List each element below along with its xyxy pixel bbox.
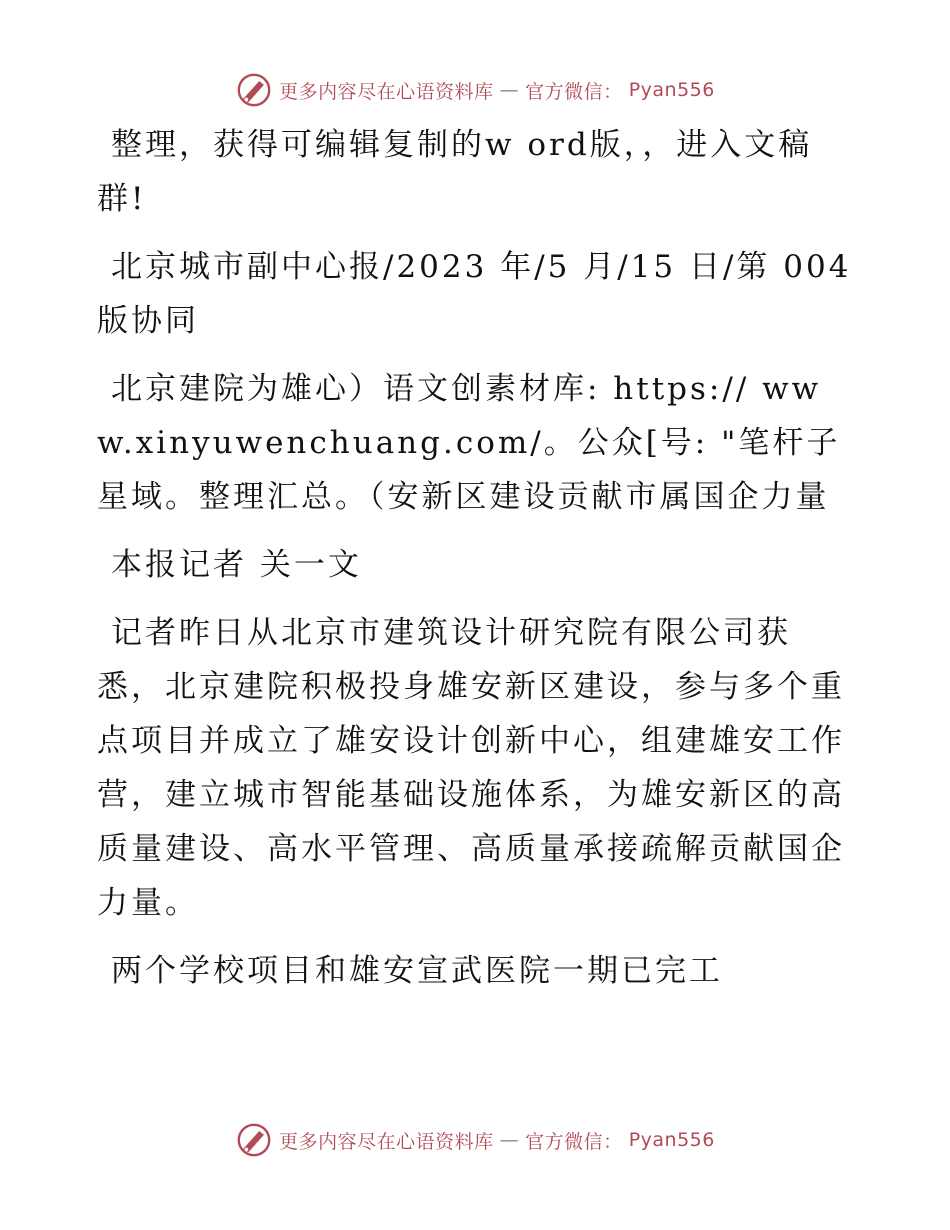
watermark-label: 官方微信： [525,80,623,103]
pen-logo-icon [235,71,273,109]
watermark-separator: — [499,79,520,101]
paragraph-text: 记者昨日从北京市建筑设计研究院有限公司获悉，北京建院积极投身雄安新区建设，参与多个重点项目并成立了雄安设计创新中心，组建雄安工作营，建立城市智能基础设施体系，为雄安新区的高质量建设、高水平管理、高质量承接疏解贡献国企力量。 [97,615,845,921]
paragraph-subheading [97,944,857,998]
paragraph-body [97,606,857,930]
watermark-label: 官方微信： [525,1130,623,1153]
document-body [97,118,857,998]
paragraph-title [97,362,857,524]
watermark-separator: — [499,1129,520,1151]
paragraph-text: 整理，获得可编辑复制的w ord版，，进入文稿群! [97,127,813,217]
paragraph-byline [97,538,857,592]
watermark-account: Pyan556 [628,1129,715,1151]
paragraph-source [97,240,857,348]
paragraph-text: 本报记者 关一文 [111,547,362,583]
watermark-account: Pyan556 [628,79,715,101]
watermark-text: 更多内容尽在心语资料库 [279,1130,494,1153]
watermark-header [0,70,950,110]
paragraph-text: 北京建院为雄心）语文创素材库: https:// www.xinyuwenchuang.com/。公众[号: "笔杆子星域。整理汇总。（安新区建设贡献市属国企力量 [97,371,841,515]
paragraph-text: 两个学校项目和雄安宣武医院一期已完工 [111,953,723,989]
paragraph-text: 北京城市副中心报/2023 年/5 月/15 日/第 004 版协同 [97,249,852,339]
watermark-footer [0,1120,950,1160]
paragraph-intro [97,118,857,226]
watermark-text: 更多内容尽在心语资料库 [279,80,494,103]
pen-logo-icon [235,1121,273,1159]
